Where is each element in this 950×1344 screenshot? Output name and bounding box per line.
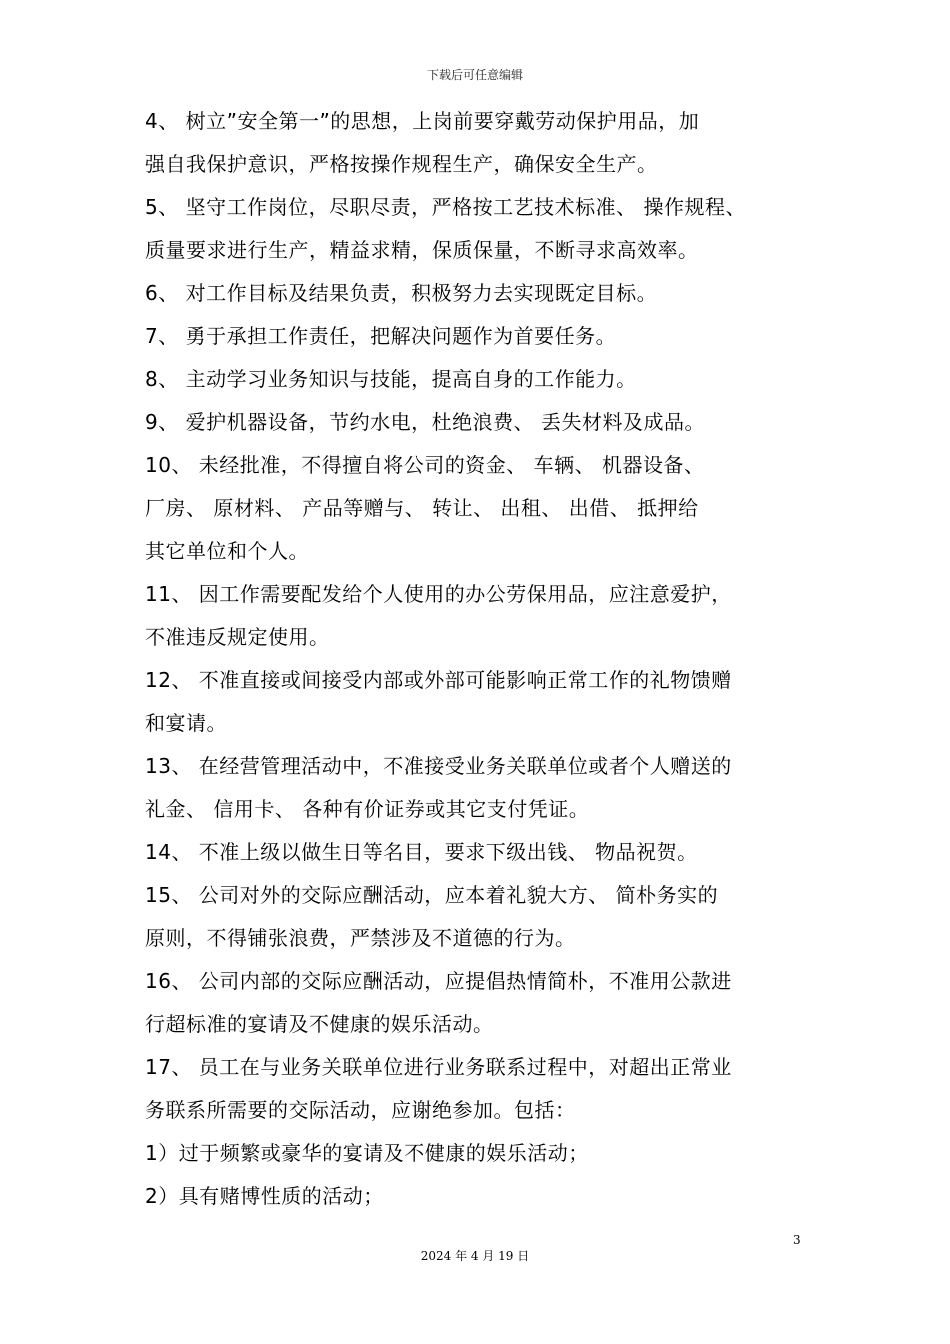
text-line: 15、 公司对外的交际应酬活动，应本着礼貌大方、 简朴务实的 [145,883,719,907]
text-line: 8、 主动学习业务知识与技能，提高自身的工作能力。 [145,367,637,391]
text-line: 2）具有赌博性质的活动； [145,1184,384,1208]
text-line: 12、 不准直接或间接受内部或外部可能影响正常工作的礼物馈赠 [145,668,732,692]
text-line: 6、 对工作目标及结果负责，积极努力去实现既定目标。 [145,281,658,305]
page-header: 下载后可任意编辑 [426,68,523,82]
text-line: 7、 勇于承担工作责任，把解决问题作为首要任务。 [145,324,617,348]
text-line: 其它单位和个人。 [145,539,309,563]
document-body [145,100,810,1218]
text-line: 质量要求进行生产，精益求精，保质保量，不断寻求高效率。 [145,238,699,262]
footer-date: 2024 年 4 月 19 日 [420,1249,530,1263]
text-line: 13、 在经营管理活动中，不准接受业务关联单位或者个人赠送的 [145,754,732,778]
text-line: 礼金、 信用卡、 各种有价证券或其它支付凭证。 [145,797,590,821]
text-line: 16、 公司内部的交际应酬活动，应提倡热情简朴，不准用公款进 [145,969,732,993]
text-line: 5、 坚守工作岗位，尽职尽责，严格按工艺技术标准、 操作规程、 [145,195,746,219]
text-line: 1）过于频繁或豪华的宴请及不健康的娱乐活动； [145,1141,589,1165]
page-number: 3 [793,1233,801,1247]
text-line: 9、 爱护机器设备，节约水电，杜绝浪费、 丢失材料及成品。 [145,410,705,434]
text-line: 不准违反规定使用。 [145,625,330,649]
text-line: 厂房、 原材料、 产品等赠与、 转让、 出租、 出借、 抵押给 [145,496,699,520]
text-line: 行超标准的宴请及不健康的娱乐活动。 [145,1012,494,1036]
text-line: 4、 树立”安全第一”的思想，上岗前要穿戴劳动保护用品，加 [145,109,700,133]
text-line: 务联系所需要的交际活动，应谢绝参加。包括： [145,1098,576,1122]
text-line: 17、 员工在与业务关联单位进行业务联系过程中，对超出正常业 [145,1055,732,1079]
text-line: 10、 未经批准，不得擅自将公司的资金、 车辆、 机器设备、 [145,453,705,477]
text-line: 11、 因工作需要配发给个人使用的办公劳保用品，应注意爱护， [145,582,732,606]
text-line: 强自我保护意识，严格按操作规程生产，确保安全生产。 [145,152,658,176]
text-line: 和宴请。 [145,711,227,735]
text-line: 14、 不准上级以做生日等名目，要求下级出钱、 物品祝贺。 [145,840,698,864]
text-line: 原则，不得铺张浪费，严禁涉及不道德的行为。 [145,926,576,950]
